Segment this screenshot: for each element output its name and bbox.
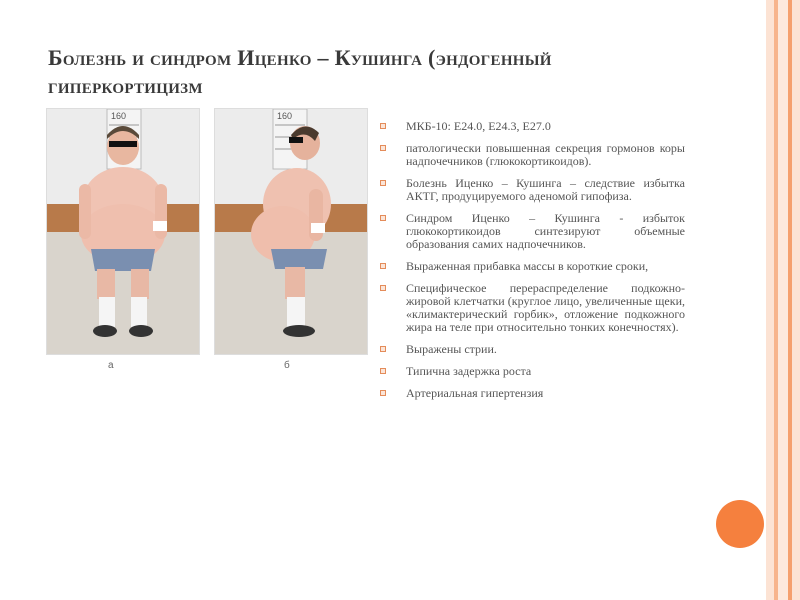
- bullet-text: МКБ-10: E24.0, E24.3, E27.0: [406, 119, 551, 133]
- bullet-text: Выраженная прибавка массы в короткие сроки,: [406, 259, 649, 273]
- photo-caption-b: б: [284, 360, 290, 371]
- bullet-text: Артериальная гипертензия: [406, 386, 544, 400]
- symptom-bullet-list: [380, 120, 685, 409]
- list-item: [380, 343, 685, 356]
- bullet-marker-icon: [380, 263, 386, 269]
- list-item: [380, 365, 685, 378]
- decorative-orange-circle: [716, 500, 764, 548]
- list-item: [380, 120, 685, 133]
- list-item: [380, 282, 685, 334]
- bullet-marker-icon: [380, 390, 386, 396]
- bullet-text: патологически повышенная секреция гормонов коры надпочечников (глюкокортикоидов).: [406, 141, 685, 168]
- slide-title: [48, 44, 708, 100]
- bullet-text: Выражены стрии.: [406, 342, 497, 356]
- bullet-marker-icon: [380, 145, 386, 151]
- list-item: [380, 212, 685, 251]
- bullet-marker-icon: [380, 368, 386, 374]
- bullet-marker-icon: [380, 285, 386, 291]
- bullet-text: Типична задержка роста: [406, 364, 532, 378]
- bullet-text: Синдром Иценко – Кушинга - избыток глюкокортикоидов синтезируют объемные образования самих надпочечников.: [406, 211, 685, 251]
- list-item: [380, 260, 685, 273]
- slide-title-line-1: Болезнь и синдром Иценко – Кушинга (эндогенный: [48, 45, 552, 70]
- ruler-label-side: 160: [277, 111, 293, 121]
- bullet-marker-icon: [380, 346, 386, 352]
- bullet-marker-icon: [380, 180, 386, 186]
- decorative-side-stripe: [766, 0, 800, 600]
- slide-title-line-2: гиперкортицизм: [48, 73, 203, 98]
- list-item: [380, 177, 685, 203]
- bullet-marker-icon: [380, 215, 386, 221]
- bullet-marker-icon: [380, 123, 386, 129]
- photo-caption-a: а: [108, 360, 114, 371]
- patient-photo-side: [214, 108, 368, 355]
- list-item: [380, 142, 685, 168]
- ruler-label-front: 160: [111, 111, 127, 121]
- bullet-text: Специфическое перераспределение подкожно-жировой клетчатки (круглое лицо, увеличенные щеки, «климактерический горбик», отложение подкожного жира на теле при относительно тонких конечностях).: [406, 281, 685, 334]
- bullet-text: Болезнь Иценко – Кушинга – следствие избытка АКТГ, продуцируемого аденомой гипофиза.: [406, 176, 685, 203]
- list-item: [380, 387, 685, 400]
- patient-photo-front: [46, 108, 200, 355]
